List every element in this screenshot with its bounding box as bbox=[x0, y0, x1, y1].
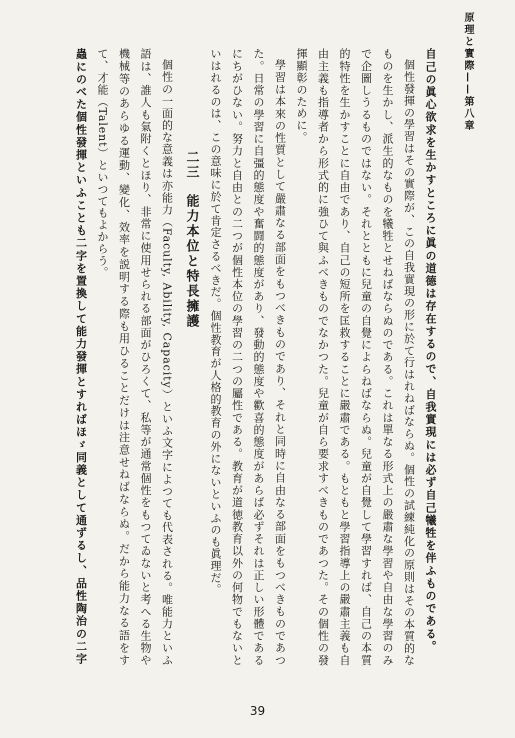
paragraph-2: 個性發揮の學習はその實際が、この自我實現の形に於て行はれねばならぬ。個性の試練純化の原則はその本質的なものを生かし、派生的なものを犧牲とせねばならぬのである。これは單なる形式上の嚴肅な學習や自由な學習のみで企圖しうるものではない。それとともに兒童の自覺によらねばならぬ。兒童が自覺して學習すれば、自己の本質的特性を生かすことに自由であり、自己の短所を匡救することに嚴肅である。もともと學習指導上の嚴肅主義も自由主義も指導者から形式的に強ひて與ふべきものでなかつた。兒童が自ら要求すべきものであつた。その個性の發揮顯彰のために。 bbox=[295, 48, 416, 666]
section-title: 能力本位と特長擁護 bbox=[183, 194, 199, 329]
running-head: 原理と實際——第八章 bbox=[462, 12, 473, 132]
section-heading bbox=[178, 48, 205, 666]
paragraph-3: 學習は本來の性質として嚴肅なる部面をもつべきものであり、それと同時に自由なる部面をもつべきものであつた。日常の學習に自彊的態度や奮闘的態度があり、發動的態度や歡喜的態度があらば必ずそれは正しい形體であるにちがひない。努力と自由との二つが個性本位の學習の二つの屬性である。教育が道徳教育以外の何物でもないといはれるのは、この意味に於て肯定さるべきだ。個性教育が人格的教育の外にないといふのも眞理だ。 bbox=[209, 48, 287, 666]
paragraph-1: 自己の眞心欲求を生かすところに眞の道德は存在するので、自我實現には必ず自己犧牲を伴ふものである。 bbox=[424, 48, 437, 653]
paragraph-4: 個性の一面的な意義は亦能力（Faculty, Ability, Capacity）といふ文字によつても代表される。唯能力といふ語は、誰人も氣附くとほり、非常に使用せられる部面がひろくて、私等が通常個性をもつてゐないと考へる生物や機械等のあらゆる運動、變化、效率を説明する際も用ひることだけは注意せねばならぬ。だから能力なる語をすて、才能（Talent）といつてもよからう。 bbox=[96, 48, 174, 666]
page-number: 39 bbox=[249, 704, 266, 718]
body-text bbox=[22, 48, 441, 666]
paragraph-5: 蟲にのべた個性發揮といふことも二字を置換して能力發揮とすればほゞ同義として通ずるし、品性陶治の二字 bbox=[74, 48, 88, 666]
section-number: 二三 bbox=[183, 150, 199, 180]
